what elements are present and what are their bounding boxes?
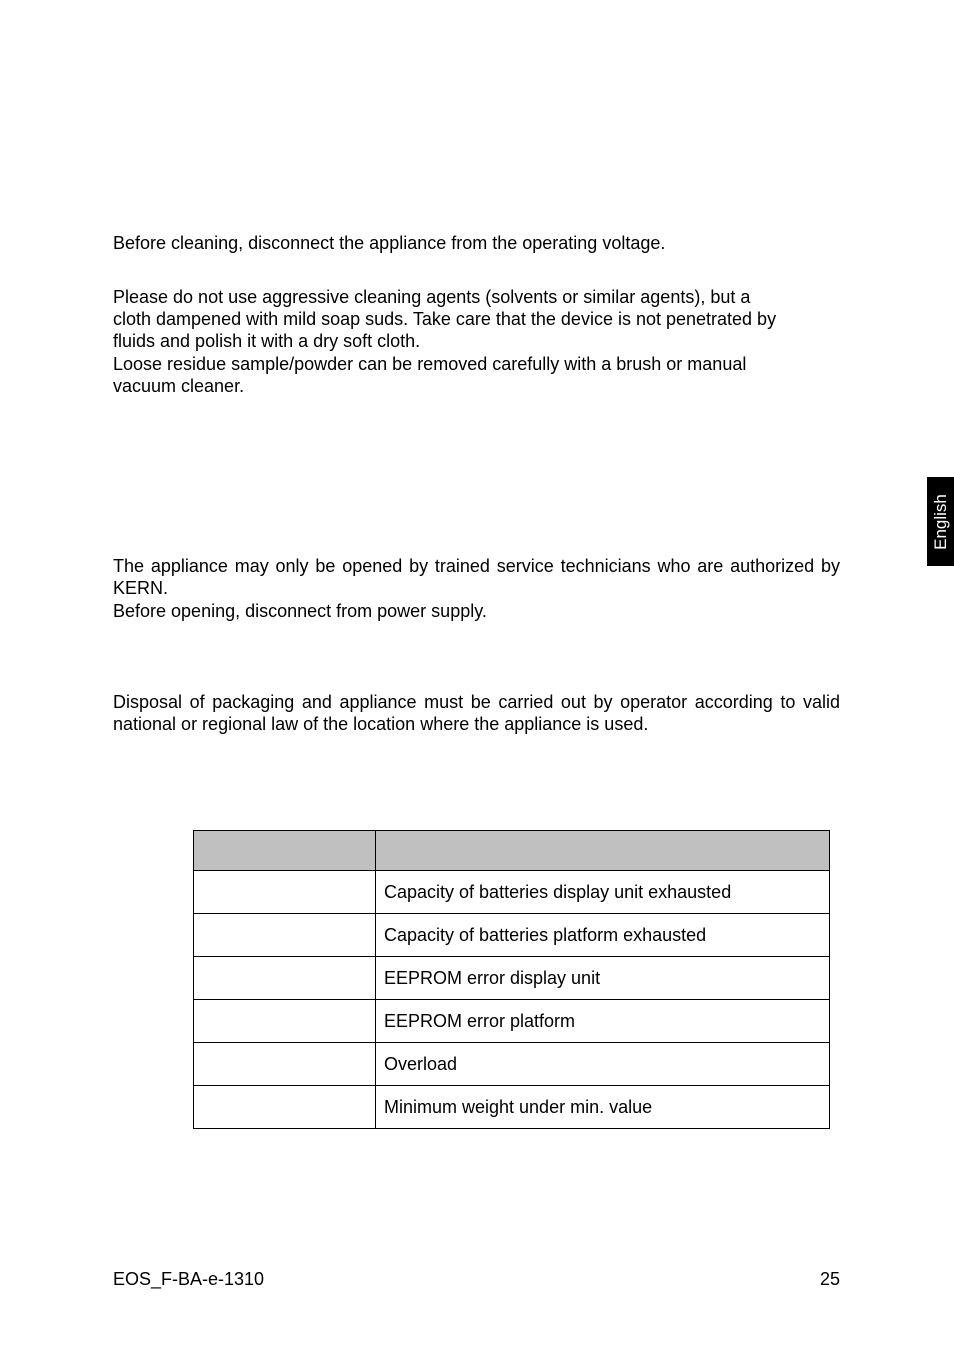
table-row <box>194 957 830 1000</box>
cleaning-agents-line: cloth dampened with mild soap suds. Take care that the device is not penetrated by <box>113 309 777 330</box>
error-description-cell: Minimum weight under min. value <box>376 1086 830 1129</box>
error-code-cell <box>194 1043 376 1086</box>
error-code-cell <box>194 957 376 1000</box>
header-description-cell <box>376 831 830 871</box>
disposal-text: Disposal of packaging and appliance must be carried out by operator according to valid national or regional law of the location where the appliance is used. <box>113 692 840 735</box>
page-number: 25 <box>819 1269 840 1289</box>
table-row <box>194 1086 830 1129</box>
error-code-cell <box>194 1000 376 1043</box>
header-code-cell <box>194 831 376 871</box>
table-row <box>194 1043 830 1086</box>
cleaning-agents-line: fluids and polish it with a dry soft cloth. <box>113 331 421 352</box>
error-code-cell <box>194 914 376 957</box>
document-id: EOS_F-BA-e-1310 <box>113 1269 265 1289</box>
cleaning-agents-line: Loose residue sample/powder can be removed carefully with a brush or manual <box>113 353 747 374</box>
language-tab <box>927 477 954 566</box>
error-description-cell: Capacity of batteries display unit exhausted <box>376 871 830 914</box>
error-code-cell <box>194 1086 376 1129</box>
error-description-cell: EEPROM error platform <box>376 1000 830 1043</box>
table-row <box>194 871 830 914</box>
error-code-cell <box>194 871 376 914</box>
language-tab-label: English <box>930 493 950 550</box>
table-row <box>194 914 830 957</box>
table-header-row <box>194 831 830 871</box>
cleaning-agents-line: Please do not use aggressive cleaning agents (solvents or similar agents), but a <box>113 287 751 307</box>
table-row <box>194 1000 830 1043</box>
servicing-technicians-text: The appliance may only be opened by trained service technicians who are authorized by KERN. <box>113 556 840 599</box>
servicing-power-text: Before opening, disconnect from power supply. <box>113 601 487 621</box>
error-description-cell: Overload <box>376 1043 830 1086</box>
error-description-cell: Capacity of batteries platform exhausted <box>376 914 830 957</box>
cleaning-disconnect-text: Before cleaning, disconnect the appliance from the operating voltage. <box>113 233 666 253</box>
cleaning-agents-line: vacuum cleaner. <box>113 375 245 396</box>
error-description-cell: EEPROM error display unit <box>376 957 830 1000</box>
cleaning-agents-text <box>113 286 840 397</box>
error-messages-table <box>193 830 830 1129</box>
